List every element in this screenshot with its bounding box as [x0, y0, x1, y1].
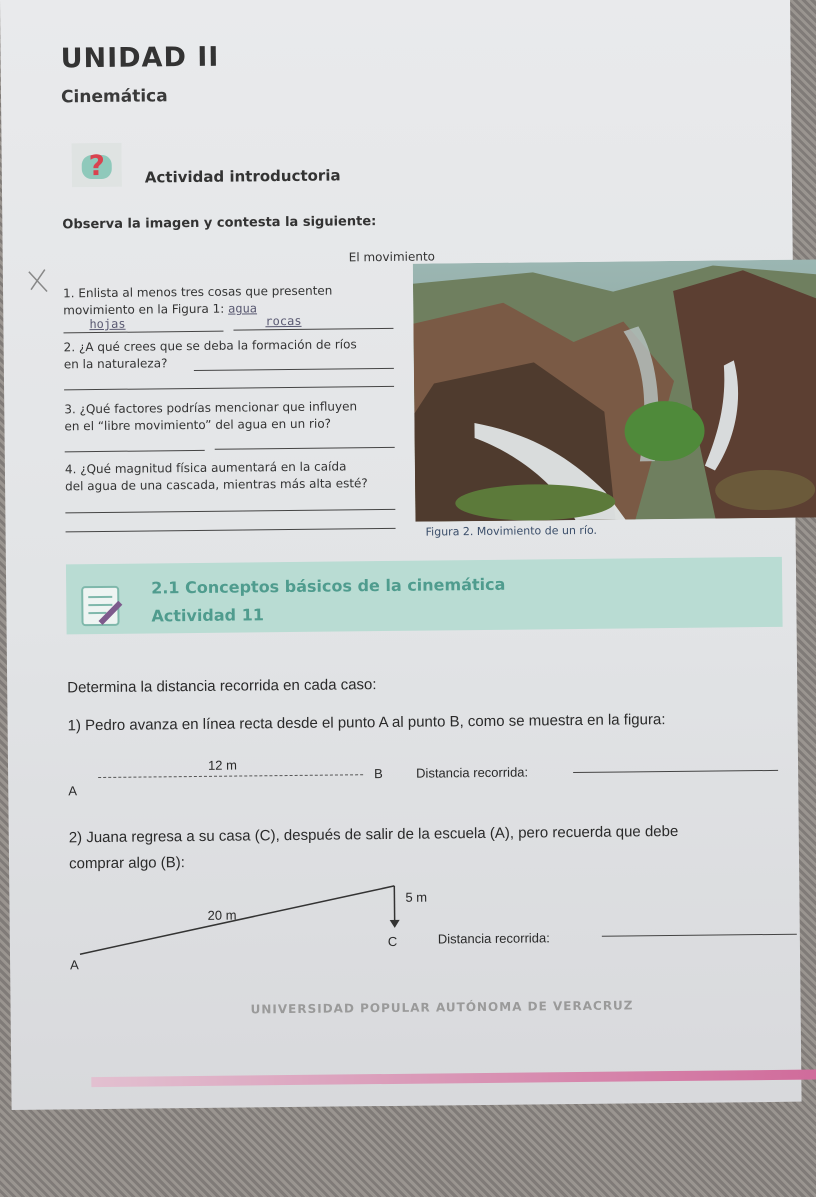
exercise-intro: Determina la distancia recorrida en cada caso:	[67, 676, 377, 697]
p1-distance: 12 m	[207, 757, 238, 773]
question-1	[63, 282, 403, 320]
instruction-text: Observa la imagen y contesta la siguiente:	[62, 214, 377, 233]
p1-point-b: B	[374, 766, 383, 782]
answer-line	[65, 450, 205, 452]
svg-text:?: ?	[88, 148, 106, 183]
section-title: 2.1 Conceptos básicos de la cinemática	[151, 574, 506, 598]
answer-line	[66, 528, 396, 532]
problem-1-text: 1) Pedro avanza en línea recta desde el punto A al punto B, como se muestra en la figura:	[67, 711, 666, 735]
problem-2-text-line1: 2) Juana regresa a su casa (C), después de salir de la escuela (A), pero recuerda que debe	[68, 822, 679, 847]
section-subtitle: Cinemática	[60, 86, 168, 108]
question-2: 2. ¿A qué crees que se deba la formación de ríos en la naturaleza?	[63, 337, 357, 372]
activity-subtitle: Actividad 11	[151, 605, 265, 626]
p2-answer-label: Distancia recorrida:	[437, 930, 550, 947]
q1-answer2: hojas	[89, 316, 126, 332]
figure-caption: Figura 2. Movimiento de un río.	[425, 523, 598, 539]
p1-segment	[98, 774, 363, 778]
p1-answer-line[interactable]	[573, 770, 778, 773]
p2-distance-2: 5 m	[405, 889, 428, 905]
p2-path-diagram	[69, 876, 410, 973]
unit-title: UNIDAD II	[60, 41, 220, 75]
footer-university: UNIVERSIDAD POPULAR AUTÓNOMA DE VERACRUZ	[250, 998, 634, 1017]
answer-line	[63, 331, 223, 334]
p2-distance-1: 20 m	[207, 907, 237, 923]
figure-label: El movimiento	[348, 249, 436, 265]
pencil-mark-icon	[27, 268, 49, 294]
q1-line2: movimiento en la Figura 1: agua	[63, 301, 258, 318]
answer-line	[65, 509, 395, 513]
p2-answer-line[interactable]	[602, 934, 797, 937]
footer-band	[91, 1069, 816, 1087]
notebook-pencil-icon	[78, 583, 126, 630]
answer-line	[64, 386, 394, 390]
answer-line	[215, 447, 395, 450]
activity-title: Actividad introductoria	[144, 166, 341, 187]
p1-answer-label: Distancia recorrida:	[416, 764, 529, 781]
question-3: 3. ¿Qué factores podrías mencionar que influyen en el “libre movimiento” del agua en un rio?	[64, 399, 358, 434]
p2-point-c: C	[387, 933, 398, 949]
problem-2-text-line2: comprar algo (B):	[68, 854, 186, 873]
q1-answer3: rocas	[265, 313, 302, 329]
question-4: 4. ¿Qué magnitud física aumentará en la caída del agua de una cascada, mientras más alta esté?	[64, 459, 368, 494]
question-mark-icon	[72, 143, 122, 188]
p2-point-a: A	[70, 957, 79, 973]
q1-answer1: agua	[228, 301, 258, 316]
q1-line1: 1. Enlista al menos tres cosas que presenten	[63, 283, 333, 301]
river-canyon-photo	[413, 259, 816, 521]
p1-point-a: A	[68, 783, 78, 799]
answer-line	[233, 328, 393, 331]
